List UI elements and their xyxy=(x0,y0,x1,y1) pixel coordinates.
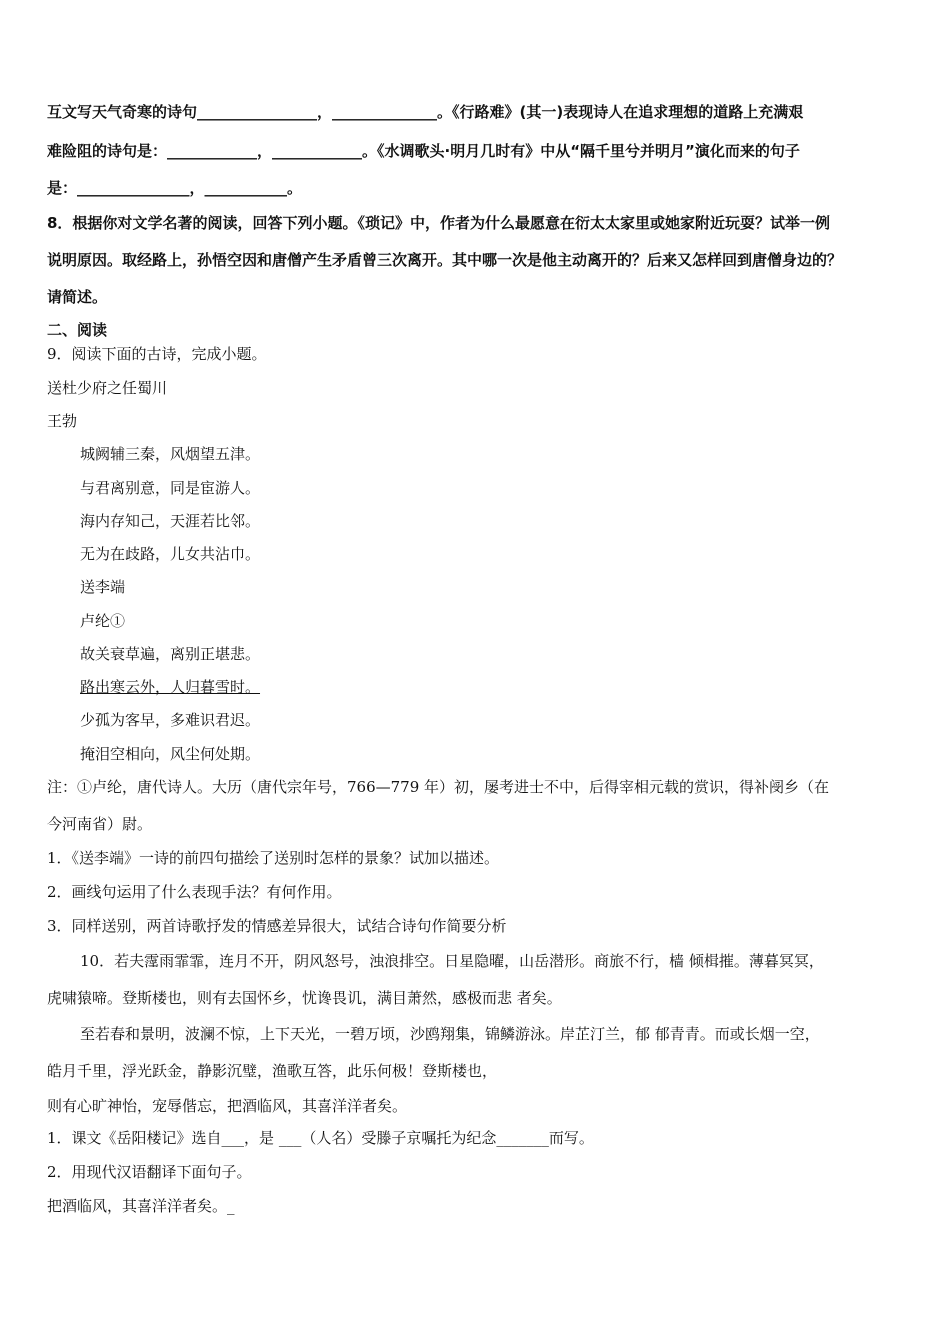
q8-line-2: 说明原因。取经路上，孙悟空因和唐僧产生矛盾曾三次离开。其中哪一次是他主动离开的？后来又怎样回到唐僧身边的？ xyxy=(47,251,843,269)
q10-translate-sentence: 把酒临风，其喜洋洋者矣。_ xyxy=(47,1197,235,1215)
q9-intro: 9．阅读下面的古诗，完成小题。 xyxy=(47,345,267,363)
q10-passage-p2-line-2: 皓月千里，浮光跃金，静影沉璧，渔歌互答，此乐何极！登斯楼也， xyxy=(47,1062,498,1080)
q9-note-line-2: 今河南省）尉。 xyxy=(47,815,153,833)
q8-line-1: 8．根据你对文学名著的阅读，回答下列小题。《琐记》中，作者为什么最愿意在衍太太家里或她家附近玩耍？试举一例 xyxy=(47,214,830,232)
poem1-line: 无为在歧路，儿女共沾巾。 xyxy=(80,545,261,563)
q9-sub-question-1: 1．《送李端》一诗的前四句描绘了送别时怎样的景象？试加以描述。 xyxy=(47,849,500,867)
q10-passage-p2-line-3: 则有心旷神怡，宠辱偕忘，把酒临风，其喜洋洋者矣。 xyxy=(47,1097,408,1115)
poem2-line: 故关衰草遍，离别正堪悲。 xyxy=(80,645,261,663)
section-heading-reading: 二、阅读 xyxy=(47,321,108,339)
q10-sub-question-2: 2．用现代汉语翻译下面句子。 xyxy=(47,1163,252,1181)
q9-sub-question-2: 2．画线句运用了什么表现手法？有何作用。 xyxy=(47,883,342,901)
poem2-title: 送李端 xyxy=(80,578,126,596)
poem1-line: 海内存知己，天涯若比邻。 xyxy=(80,512,261,530)
poem1-line: 与君离别意，同是宦游人。 xyxy=(80,479,261,497)
poem1-title: 送杜少府之任蜀川 xyxy=(47,379,168,397)
q7-line-2: 难险阻的诗句是：____________，____________。《水调歌头·明月几时有》中从“隔千里兮并明月”演化而来的句子 xyxy=(47,142,800,160)
q10-passage-p2-line-1: 至若春和景明，波澜不惊，上下天光，一碧万顷，沙鸥翔集，锦鳞游泳。岸芷汀兰，郁 郁青青。而或长烟一空， xyxy=(80,1025,820,1043)
q10-passage-p1-line-1: 10．若夫霪雨霏霏，连月不开，阴风怒号，浊浪排空。日星隐曜，山岳潜形。商旅不行，樯 倾楫摧。薄暮冥冥， xyxy=(80,952,824,970)
q9-sub-question-3: 3．同样送别，两首诗歌抒发的情感差异很大，试结合诗句作简要分析 xyxy=(47,917,507,935)
q10-passage-p1-line-2: 虎啸猿啼。登斯楼也，则有去国怀乡，忧谗畏讥，满目萧然，感极而悲 者矣。 xyxy=(47,989,562,1007)
poem2-author: 卢纶① xyxy=(80,612,126,630)
q9-note-line-1: 注：①卢纶，唐代诗人。大历（唐代宗年号，766—779 年）初，屡考进士不中，后得宰相元载的赏识，得补阌乡（在 xyxy=(47,778,830,796)
poem2-line: 少孤为客早，多难识君迟。 xyxy=(80,711,261,729)
poem1-author: 王勃 xyxy=(47,412,78,430)
q7-line-1: 互文写天气奇寒的诗句________________，______________。《行路难》(其一)表现诗人在追求理想的道路上充满艰 xyxy=(47,103,804,121)
poem2-underlined-line: 路出寒云外，人归暮雪时。 xyxy=(80,678,261,696)
q8-line-3: 请简述。 xyxy=(47,288,108,306)
poem2-line: 掩泪空相向，风尘何处期。 xyxy=(80,745,261,763)
q10-sub-question-1: 1．课文《岳阳楼记》选自___，是 ___（人名）受滕子京嘱托为纪念_______而写。 xyxy=(47,1129,594,1147)
q7-line-3: 是：_______________，___________。 xyxy=(47,179,303,197)
poem1-line: 城阙辅三秦，风烟望五津。 xyxy=(80,445,261,463)
